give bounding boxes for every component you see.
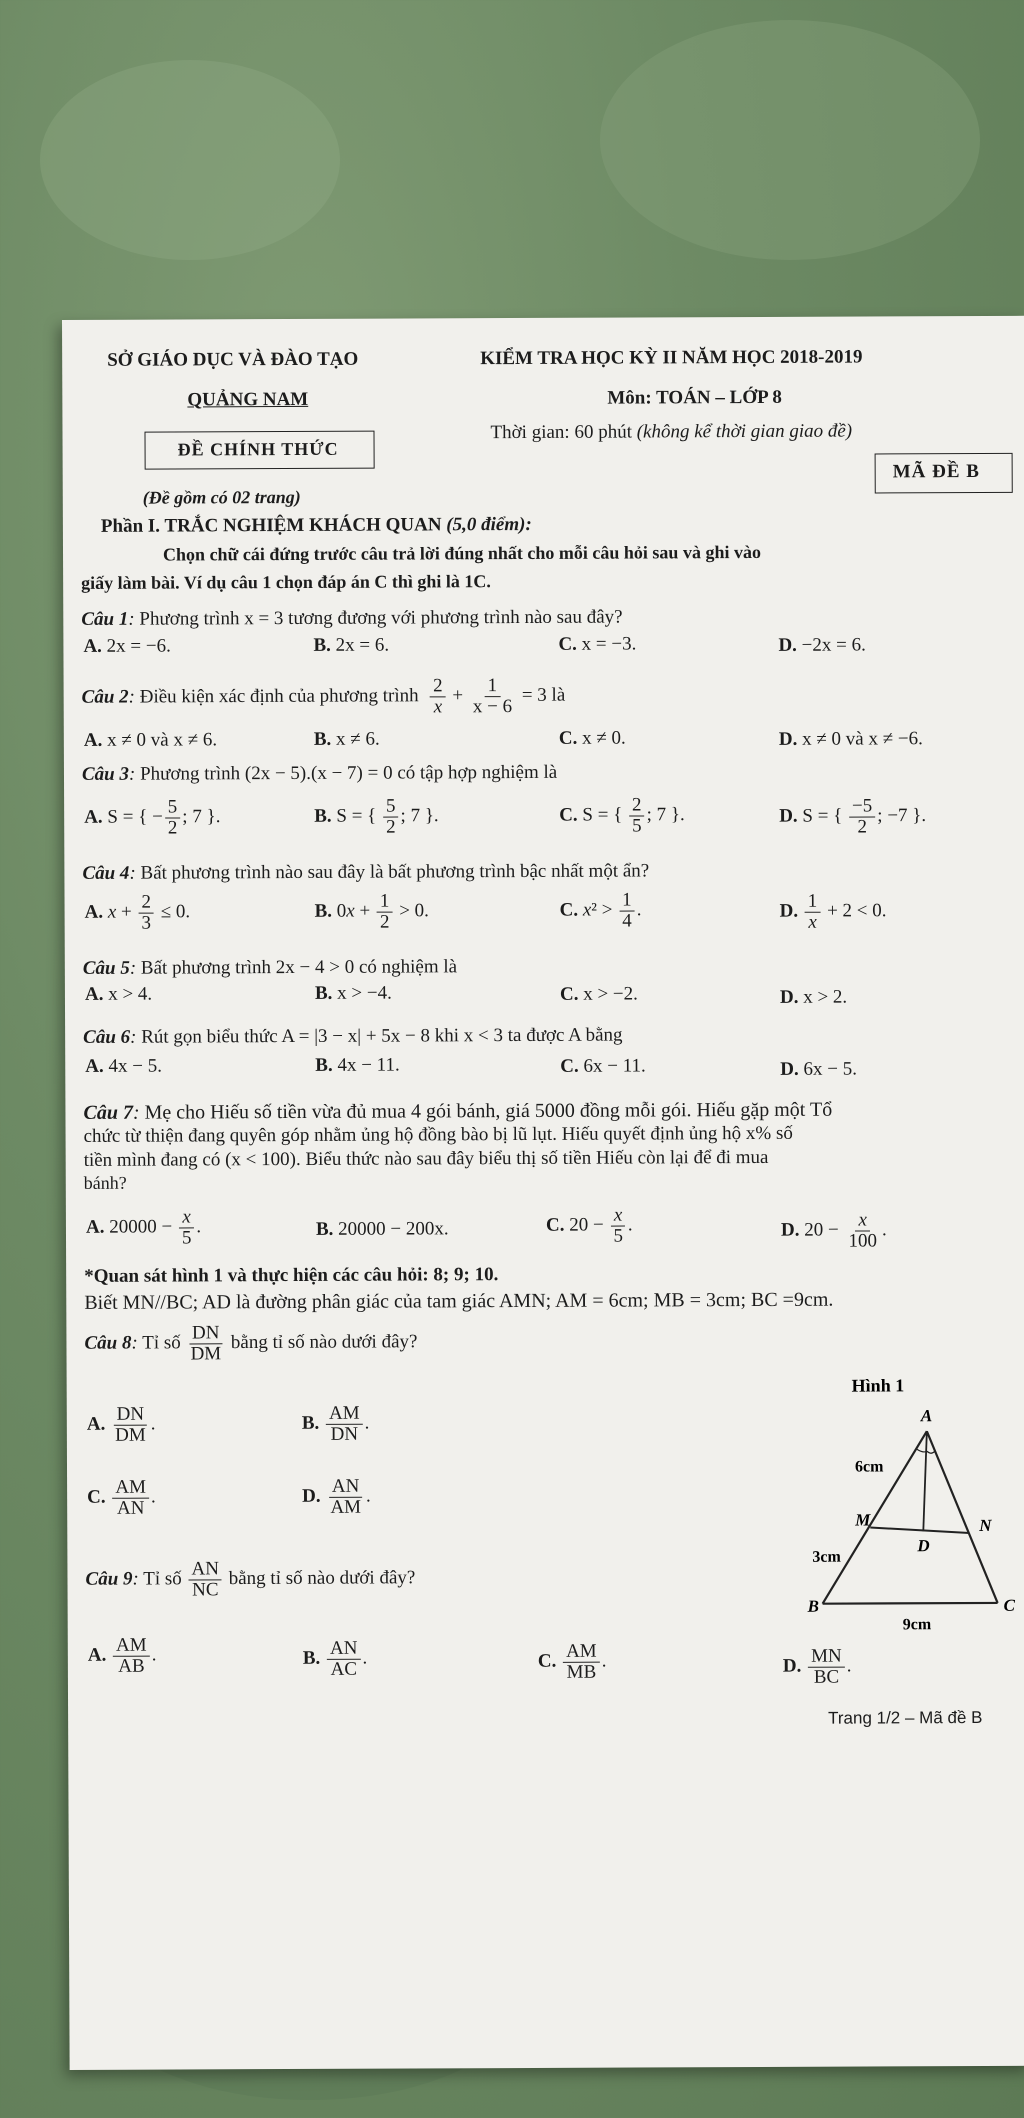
observe-instruction: *Quan sát hình 1 và thực hiện các câu hỏi: 8; 9; 10. [84,1264,499,1287]
department-name: SỞ GIÁO DỤC VÀ ĐÀO TẠO [107,348,359,371]
label-b: B [807,1596,820,1616]
q5-option-c: C. x > −2. [559,983,638,1005]
label-bc: 9cm [902,1616,932,1634]
question-7-line-4: bánh? [83,1172,127,1193]
exam-paper [62,316,1024,2070]
q1-option-a: A. 2x = −6. [83,635,171,657]
background-texture [40,60,340,260]
question-3: Câu 3: Phương trình (2x − 5).(x − 7) = 0 có tập hợp nghiệm là [81,761,558,785]
q2-option-b: B. x ≠ 6. [313,728,380,750]
triangle-figure [737,1371,1018,1642]
q1-option-d: D. −2x = 6. [778,634,866,656]
question-7: Câu 7: Mẹ cho Hiếu số tiền vừa đủ mua 4 gói bánh, giá 5000 đồng mỗi gói. Hiếu gặp một Tổ [83,1098,833,1124]
background-texture [600,20,980,260]
label-c: C [1003,1595,1016,1615]
q9-option-a: A. $\frac{AM}{AB}$ . [87,1634,157,1677]
figure-title: Hình 1 [851,1375,905,1396]
q6-option-c: C. 6x − 11. [560,1055,646,1077]
q9-option-c: C. $\frac{AM}{MB}$ . [537,1640,607,1683]
question-6: Câu 6: Rút gọn biểu thức A = |3 − x| + 5x − 8 khi x < 3 ta được A bằng [83,1024,623,1048]
question-2: Câu 2: Điều kiện xác định của phương trình $\frac{2}{x}$ + $\frac{1}{x - 6}$ = 3 là [81,675,566,718]
label-mb: 3cm [812,1548,841,1566]
q8-option-c: C. $\frac{AM}{AN}$ . [87,1476,156,1519]
q2-option-a: A. x ≠ 0 và x ≠ 6. [83,729,218,751]
q2-option-d: D. x ≠ 0 và x ≠ −6. [778,728,923,750]
q8-option-b: B. $\frac{AM}{DN}$ . [301,1402,370,1445]
q1-option-b: B. 2x = 6. [313,634,390,656]
q8-option-a: A. $\frac{DN}{DM}$ . [86,1403,156,1446]
time-limit: Thời gian: 60 phút (không kể thời gian giao đề) [490,420,853,444]
given-info: Biết MN//BC; AD là đường phân giác của tam giác AMN; AM = 6cm; MB = 3cm; BC =9cm. [84,1288,834,1314]
q8-option-d: D. $\frac{AN}{AM}$ . [302,1475,371,1518]
question-9: Câu 9: Tỉ số $\frac{AN}{NC}$ bằng tỉ số nào dưới đây? [85,1558,416,1601]
bisector-ad [923,1431,927,1531]
part1-title: Phần I. TRẮC NGHIỆM KHÁCH QUAN (5,0 điểm): [100,513,532,537]
subject: Môn: TOÁN – LỚP 8 [607,386,782,409]
q4-option-d: D. $\frac{1}{x}$ + 2 < 0. [779,890,887,933]
q5-option-d: D. x > 2. [779,986,848,1008]
q3-option-c: C. S = { $\frac{2}{5}$ ; 7 }. [559,794,685,837]
q9-option-d: D. $\frac{MN}{BC}$ . [782,1645,852,1688]
q3-option-d: D. S = { $\frac{-5}{2}$ ; −7 }. [779,795,927,838]
segment-mn [870,1527,969,1533]
page-footer: Trang 1/2 – Mã đề B [828,1707,983,1728]
q6-option-d: D. 6x − 5. [780,1058,858,1080]
q9-option-b: B. $\frac{AN}{AC}$ . [302,1637,368,1680]
province-name: QUẢNG NAM [187,388,309,411]
question-5: Câu 5: Bất phương trình 2x − 4 > 0 có nghiệm là [82,956,458,979]
q7-option-c: C. 20 − $\frac{x}{5}$ . [545,1204,633,1247]
label-d: D [917,1536,930,1556]
side-ab [822,1431,928,1603]
question-4: Câu 4: Bất phương trình nào sau đây là bất phương trình bậc nhất một ẩn? [82,860,650,884]
question-8: Câu 8: Tỉ số $\frac{DN}{DM}$ bằng tỉ số nào dưới đây? [84,1322,418,1365]
side-bc [823,1603,998,1604]
q5-option-b: B. x > −4. [314,982,392,1004]
label-a: A [920,1406,933,1426]
q7-option-a: A. 20000 − $\frac{x}{5}$ . [85,1206,202,1249]
q4-option-a: A. x + $\frac{2}{3}$ ≤ 0. [84,891,191,934]
question-1: Câu 1: Phương trình x = 3 tương đương với phương trình nào sau đây? [81,606,623,630]
q7-option-b: B. 20000 − 200x. [315,1218,449,1240]
pages-note: (Đề gồm có 02 trang) [142,486,301,508]
q3-option-b: B. S = { $\frac{5}{2}$ ; 7 }. [314,795,439,838]
angle-mark-2 [927,1451,935,1453]
exam-code: MÃ ĐỀ B [892,460,980,483]
q4-option-b: B. 0x + $\frac{1}{2}$ > 0. [314,890,429,933]
q5-option-a: A. x > 4. [84,983,153,1005]
q7-option-d: D. 20 − $\frac{x}{100}$ . [780,1209,887,1252]
label-m: M [855,1510,871,1530]
q6-option-a: A. 4x − 5. [85,1055,163,1077]
question-7-line-3: tiền mình đang có (x < 100). Biểu thức nào sau đây biểu thị số tiền Hiếu còn lại để đi mua [83,1146,769,1171]
exam-title: KIỂM TRA HỌC KỲ II NĂM HỌC 2018-2019 [480,346,863,370]
q2-option-c: C. x ≠ 0. [558,727,626,749]
q3-option-a: A. S = { − $\frac{5}{2}$ ; 7 }. [84,796,221,839]
q1-option-c: C. x = −3. [558,633,637,655]
q4-option-c: C. x² > $\frac{1}{4}$ . [559,889,642,932]
question-7-line-2: chức từ thiện đang quyên góp nhằm ủng hộ đồng bào bị lũ lụt. Hiếu quyết định ủng hộ x% số [83,1122,793,1147]
official-label: ĐỀ CHÍNH THỨC [177,438,339,460]
q6-option-b: B. 4x − 11. [315,1054,400,1076]
part1-instruction: Chọn chữ cái đứng trước câu trả lời đúng nhất cho mỗi câu hỏi sau và ghi vào [162,541,761,565]
label-am: 6cm [854,1458,884,1476]
part1-instruction-2: giấy làm bài. Ví dụ câu 1 chọn đáp án C thì ghi là 1C. [81,571,491,593]
label-n: N [979,1515,992,1536]
